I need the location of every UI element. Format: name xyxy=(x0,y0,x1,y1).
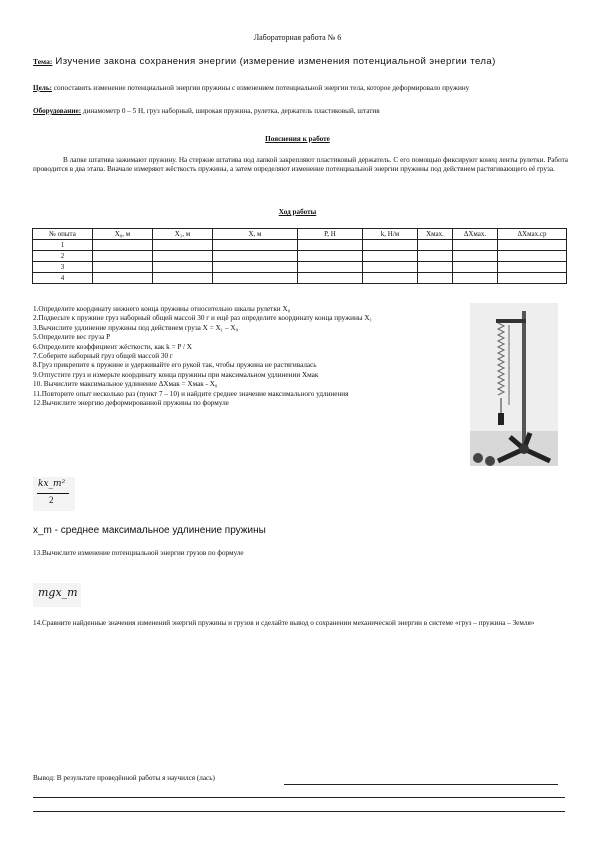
table-cell[interactable] xyxy=(298,262,363,273)
table-cell[interactable] xyxy=(453,273,498,284)
results-table xyxy=(32,228,567,284)
steps-list xyxy=(33,305,465,408)
table-cell[interactable] xyxy=(498,273,567,284)
table-cell[interactable] xyxy=(93,251,153,262)
topic-label: Тема: xyxy=(33,57,53,66)
table-cell[interactable] xyxy=(298,240,363,251)
column-header: k, Н/м xyxy=(363,229,418,240)
formula-denominator: 2 xyxy=(49,495,54,505)
step-item: 6.Определите коэффициент жёсткости, как k = P / X xyxy=(33,342,192,351)
column-header: № опыта xyxy=(33,229,93,240)
table-cell[interactable] xyxy=(453,240,498,251)
topic xyxy=(33,56,568,67)
table-cell[interactable] xyxy=(498,240,567,251)
column-header: ΔXмах. xyxy=(453,229,498,240)
conclusion-line[interactable] xyxy=(284,784,558,785)
conclusion-label: Вывод: В результате проведённой работы я научился (лась) xyxy=(33,774,215,782)
conclusion-line[interactable] xyxy=(33,811,565,812)
table-cell[interactable] xyxy=(93,262,153,273)
spring-apparatus-photo xyxy=(470,303,558,466)
table-cell[interactable] xyxy=(498,262,567,273)
column-header: X₁, м xyxy=(153,229,213,240)
topic-text: Изучение закона сохранения энергии (измерение изменения потенциальной энергии тела) xyxy=(52,56,496,67)
goal-text: сопоставить изменение потенциальной энергии пружины с изменением потенциальной энергии тела, которое деформировало пружину xyxy=(52,84,470,92)
table-row xyxy=(33,240,567,251)
table-cell[interactable] xyxy=(213,251,298,262)
step-item: 5.Определите вес груза P xyxy=(33,333,111,342)
table-cell[interactable] xyxy=(418,262,453,273)
table-header-row xyxy=(33,229,567,240)
table-cell[interactable] xyxy=(298,251,363,262)
goal xyxy=(33,84,568,93)
step-13: 13.Вычислите изменение потенциальной энергии грузов по формуле xyxy=(33,549,244,557)
row-number: 3 xyxy=(33,262,93,273)
step-14: 14.Сравните найденные значения изменений энергий пружины и грузов и сделайте вывод о сохранении механической энергии в системе «груз – пружина – Земля» xyxy=(33,619,535,627)
goal-label: Цель: xyxy=(33,84,53,92)
column-header: Х, м xyxy=(213,229,298,240)
table-row xyxy=(33,251,567,262)
formula-text: mgx_m xyxy=(38,586,78,599)
explanation-text: В лапке штатива зажимают пружину. На стержне штатива под лапкой закрепляют пластиковый держатель. С его помощью фиксируют конец ленты рулетки. Работа проводится в два этапа. Вначале измеряют жёсткость пружины, а затем определяют изменение потенциальной энергии пружины под действием растягивающего её груза. xyxy=(33,156,568,173)
page-title: Лабораторная работа № 6 xyxy=(253,33,342,42)
table-cell[interactable] xyxy=(153,262,213,273)
table-cell[interactable] xyxy=(213,273,298,284)
step-item: 3.Вычислите удлинение пружины под действием груза Х = X₁ – X₀ xyxy=(33,323,239,332)
table-cell[interactable] xyxy=(213,262,298,273)
table-row xyxy=(33,273,567,284)
equipment-text: динамометр 0 – 5 Н, груз наборный, широкая пружина, рулетка, держатель пластиковый, штатив xyxy=(81,107,380,115)
table-cell[interactable] xyxy=(363,240,418,251)
row-number: 2 xyxy=(33,251,93,262)
spring-energy-formula xyxy=(33,477,75,511)
table-cell[interactable] xyxy=(418,240,453,251)
column-header: Xмах. xyxy=(418,229,453,240)
step-item: 9.Отпустите груз и измерьте координату конца пружины при максимальном удлинении Xмак xyxy=(33,370,319,379)
table-row xyxy=(33,262,567,273)
table-cell[interactable] xyxy=(298,273,363,284)
table-cell[interactable] xyxy=(363,262,418,273)
equipment xyxy=(33,107,568,116)
step-item: 12.Вычислите энергию деформированной пружины по формуле xyxy=(33,399,229,408)
column-header: X₀, м xyxy=(93,229,153,240)
table-cell[interactable] xyxy=(498,251,567,262)
table-cell[interactable] xyxy=(453,251,498,262)
step-item: 7.Соберите наборный груз общей массой 30 г xyxy=(33,352,173,361)
xm-note: x_m - среднее максимальное удлинение пружины xyxy=(33,525,266,536)
load-energy-formula xyxy=(33,583,81,607)
step-item: 10. Вычислите максимальное удлинение ΔXмак = Xмак - X₀ xyxy=(33,380,218,389)
formula-numerator: kx_m² xyxy=(38,479,66,489)
table-cell[interactable] xyxy=(363,273,418,284)
table-cell[interactable] xyxy=(363,251,418,262)
step-item: 11.Повторите опыт несколько раз (пункт 7 – 10) и найдите среднее значение максимального удлинения xyxy=(33,389,349,398)
explanation-heading: Пояснения к работе xyxy=(265,135,330,143)
equipment-label: Оборудование: xyxy=(33,107,82,115)
conclusion-line[interactable] xyxy=(33,797,565,798)
step-item: 8.Груз прикрепите к пружине и удерживайте его рукой так, чтобы пружина не растягивалась xyxy=(33,361,317,370)
step-item: 2.Подвесьте к пружине груз наборный общей массой 30 г и ещё раз определите координату конца пружины X₁ xyxy=(33,314,373,323)
table-cell[interactable] xyxy=(93,273,153,284)
row-number: 4 xyxy=(33,273,93,284)
table-cell[interactable] xyxy=(153,240,213,251)
row-number: 1 xyxy=(33,240,93,251)
step-item: 1.Определите координату нижнего конца пружины относительно шкалы рулетки X₀ xyxy=(33,305,291,313)
table-cell[interactable] xyxy=(93,240,153,251)
table-cell[interactable] xyxy=(453,262,498,273)
table-cell[interactable] xyxy=(153,273,213,284)
fraction-bar xyxy=(37,493,69,494)
table-cell[interactable] xyxy=(213,240,298,251)
column-header: ΔXмах.ср xyxy=(498,229,567,240)
table-cell[interactable] xyxy=(418,273,453,284)
table-cell[interactable] xyxy=(418,251,453,262)
column-header: P, H xyxy=(298,229,363,240)
table-cell[interactable] xyxy=(153,251,213,262)
procedure-heading: Ход работы xyxy=(278,208,317,216)
